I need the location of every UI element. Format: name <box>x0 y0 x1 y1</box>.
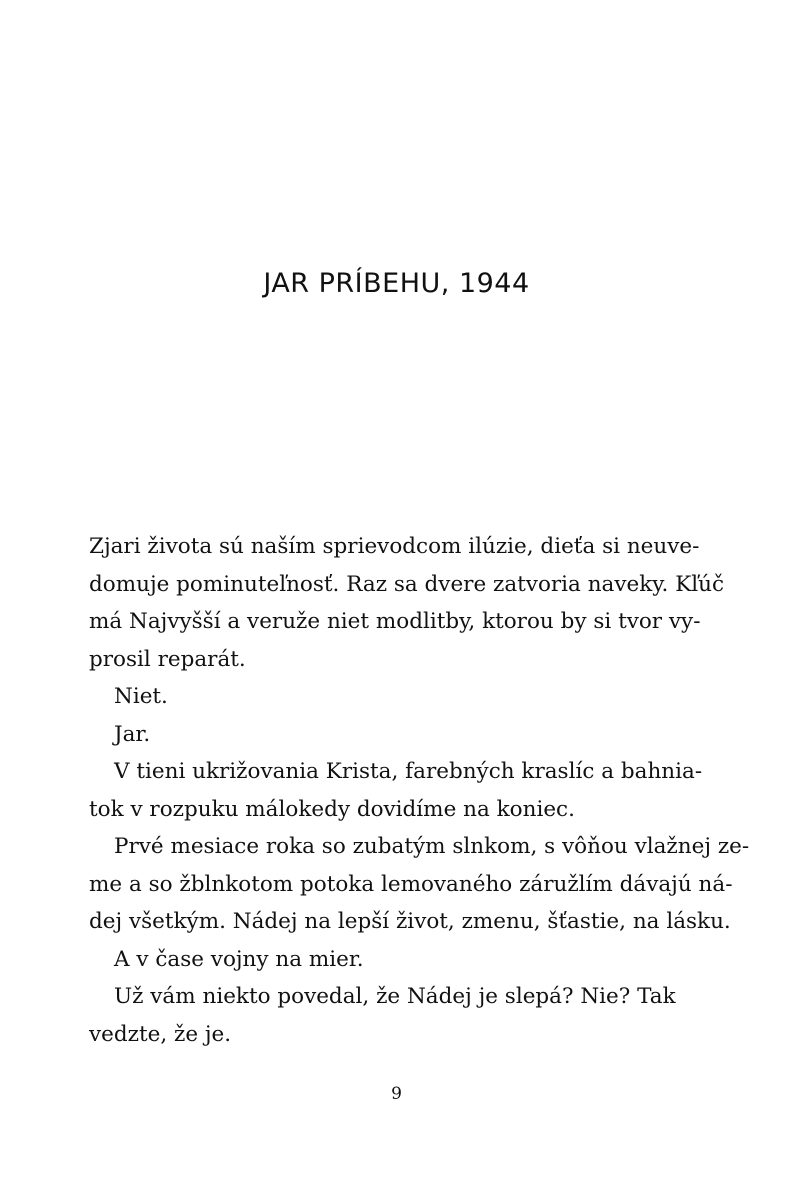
text-line: prosil reparát. <box>89 646 246 672</box>
text-line: A v čase vojny na mier. <box>114 946 364 972</box>
text-line: Zjari života sú naším sprievodcom ilúzie, dieťa si neuve- <box>89 534 700 559</box>
page-number: 9 <box>391 1084 402 1104</box>
text-line: Už vám niekto povedal, že Nádej je slepá? Nie? Tak <box>114 984 676 1009</box>
chapter-title: JAR PRÍBEHU, 1944 <box>263 268 530 299</box>
text-line: tok v rozpuku málokedy dovidíme na koniec. <box>89 796 575 822</box>
text-line: Prvé mesiace roka so zubatým slnkom, s vôňou vlažnej ze- <box>114 834 750 859</box>
text-line: Jar. <box>114 721 151 747</box>
text-line: V tieni ukrižovania Krista, farebných kraslíc a bahnia- <box>114 759 703 784</box>
text-line: vedzte, že je. <box>89 1021 232 1047</box>
text-line: dej všetkým. Nádej na lepší život, zmenu, šťastie, na lásku. <box>89 909 731 934</box>
text-line: má Najvyšší a veruže niet modlitby, ktorou by si tvor vy- <box>89 609 701 634</box>
text-line: domuje pominuteľnosť. Raz sa dvere zatvoria naveky. Kľúč <box>89 571 725 597</box>
body-text <box>89 528 750 1053</box>
text-line: me a so žblnkotom potoka lemovaného záružlím dávajú ná- <box>89 871 733 897</box>
text-line: Niet. <box>114 684 168 709</box>
